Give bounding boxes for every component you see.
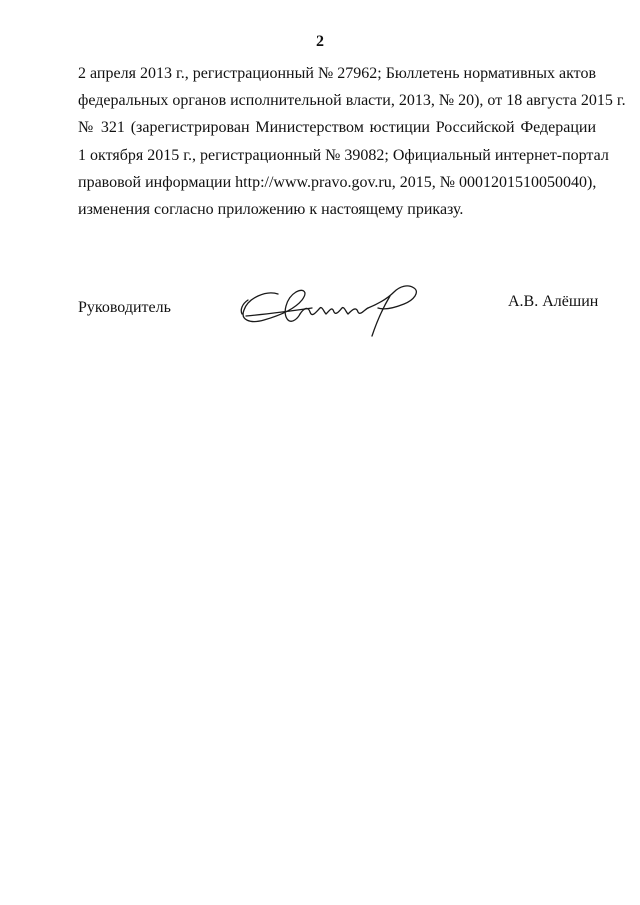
body-line-3: № 321 (зарегистрирован Министерством юстиции Российской Федерации <box>78 119 596 137</box>
body-paragraph <box>78 60 626 223</box>
body-line-5: правовой информации http://www.pravo.gov.ru, 2015, № 0001201510050040), <box>78 173 597 191</box>
body-line-6: изменения согласно приложению к настоящему приказу. <box>78 201 464 219</box>
signatory-title: Руководитель <box>78 299 171 316</box>
page-number: 2 <box>316 33 324 50</box>
signatory-name: А.В. Алёшин <box>508 293 599 310</box>
body-line-2: федеральных органов исполнительной власти, 2013, № 20), от 18 августа 2015 г. <box>78 92 626 110</box>
handwritten-signature <box>238 270 428 340</box>
body-line-4: 1 октября 2015 г., регистрационный № 39082; Официальный интернет-портал <box>78 146 609 164</box>
body-line-1: 2 апреля 2013 г., регистрационный № 27962; Бюллетень нормативных актов <box>78 65 596 82</box>
